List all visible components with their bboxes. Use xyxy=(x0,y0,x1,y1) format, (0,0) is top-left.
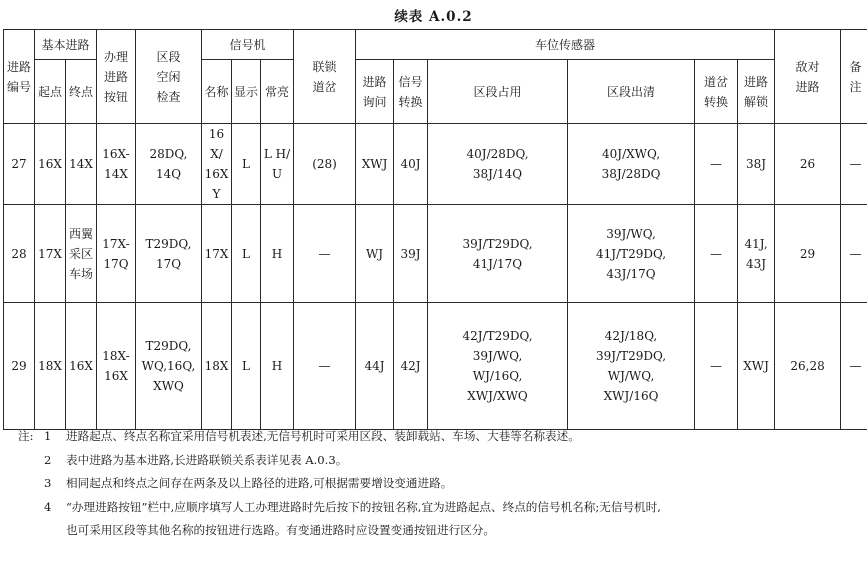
note-item xyxy=(18,472,863,496)
cell-sig-steady: L H/U xyxy=(261,124,294,205)
cell-switch-conv: — xyxy=(695,303,738,430)
cell-sig-steady: H xyxy=(261,205,294,303)
header-sig-name: 名称 xyxy=(202,60,232,124)
cell-inquiry: XWJ xyxy=(356,124,394,205)
cell-switch: — xyxy=(294,205,356,303)
cell-section: 28DQ, 14Q xyxy=(136,124,202,205)
header-section-occupy: 区段占用 xyxy=(428,60,568,124)
header-remark: 备 注 xyxy=(841,30,867,124)
header-switch-convert: 道岔 转换 xyxy=(695,60,738,124)
header-conflict-route: 敌对 进路 xyxy=(775,30,841,124)
header-section-check: 区段 空闲 检查 xyxy=(136,30,202,124)
note-number: 4 xyxy=(44,499,52,514)
cell-switch-conv: — xyxy=(695,205,738,303)
note-text: 进路起点、终点名称宜采用信号机表述,无信号机时可采用区段、装卸载站、车场、大巷等名称表述。 xyxy=(66,429,580,443)
cell-conflict: 26 xyxy=(775,124,841,205)
header-start: 起点 xyxy=(35,60,66,124)
cell-button: 16X- 14X xyxy=(97,124,136,205)
cell-release: XWJ xyxy=(738,303,775,430)
cell-sig-display: L xyxy=(232,205,261,303)
cell-end: 16X xyxy=(66,303,97,430)
cell-signal-conv: 39J xyxy=(394,205,428,303)
cell-switch: (28) xyxy=(294,124,356,205)
cell-clear: 40J/XWQ, 38J/28DQ xyxy=(568,124,695,205)
note-continuation: 也可采用区段等其他名称的按钮进行选路。有变通进路时应设置变通按钮进行区分。 xyxy=(66,523,495,537)
header-button: 办理 进路 按钮 xyxy=(97,30,136,124)
cell-release: 41J, 43J xyxy=(738,205,775,303)
cell-signal-conv: 40J xyxy=(394,124,428,205)
cell-conflict: 26,28 xyxy=(775,303,841,430)
header-sensor: 车位传感器 xyxy=(356,30,775,60)
cell-section: T29DQ, 17Q xyxy=(136,205,202,303)
cell-clear: 39J/WQ, 41J/T29DQ, 43J/17Q xyxy=(568,205,695,303)
cell-start: 18X xyxy=(35,303,66,430)
cell-no: 27 xyxy=(4,124,35,205)
cell-section: T29DQ, WQ,16Q, XWQ xyxy=(136,303,202,430)
header-route-no: 进路 编号 xyxy=(4,30,35,124)
cell-sig-display: L xyxy=(232,124,261,205)
header-sig-display: 显示 xyxy=(232,60,261,124)
interlock-table xyxy=(3,29,867,430)
notes-section xyxy=(18,425,863,543)
note-number: 1 xyxy=(44,429,52,443)
header-signal-switch: 信号 转换 xyxy=(394,60,428,124)
note-item xyxy=(18,496,863,520)
cell-start: 17X xyxy=(35,205,66,303)
cell-switch-conv: — xyxy=(695,124,738,205)
note-text: 相同起点和终点之间存在两条及以上路径的进路,可根据需要增设变通进路。 xyxy=(66,476,453,490)
cell-remark: — xyxy=(841,303,867,430)
cell-sig-steady: H xyxy=(261,303,294,430)
notes-prefix: 注: xyxy=(18,429,34,443)
note-number: 3 xyxy=(44,476,52,490)
header-signal: 信号机 xyxy=(202,30,294,60)
cell-conflict: 29 xyxy=(775,205,841,303)
note-number: 2 xyxy=(44,452,52,467)
note-item xyxy=(18,425,863,449)
cell-occupy: 39J/T29DQ, 41J/17Q xyxy=(428,205,568,303)
cell-inquiry: 44J xyxy=(356,303,394,430)
header-route-inquiry: 进路 询问 xyxy=(356,60,394,124)
cell-no: 29 xyxy=(4,303,35,430)
header-route-release: 进路 解锁 xyxy=(738,60,775,124)
header-basic-route: 基本进路 xyxy=(35,30,97,60)
header-interlock-switch: 联锁 道岔 xyxy=(294,30,356,124)
cell-sig-name: 16X/ 16XY xyxy=(202,124,232,205)
note-text: 表中进路为基本进路,长进路联锁关系表详见表 A.0.3。 xyxy=(66,452,348,467)
table-row xyxy=(4,205,867,303)
cell-no: 28 xyxy=(4,205,35,303)
cell-occupy: 42J/T29DQ, 39J/WQ, WJ/16Q, XWJ/XWQ xyxy=(428,303,568,430)
cell-occupy: 40J/28DQ, 38J/14Q xyxy=(428,124,568,205)
cell-button: 18X- 16X xyxy=(97,303,136,430)
table-row xyxy=(4,303,867,430)
table-title: 续表 A.0.2 xyxy=(394,9,473,25)
note-item xyxy=(18,449,863,473)
cell-sig-name: 18X xyxy=(202,303,232,430)
table-row xyxy=(4,124,867,205)
cell-start: 16X xyxy=(35,124,66,205)
cell-inquiry: WJ xyxy=(356,205,394,303)
header-end: 终点 xyxy=(66,60,97,124)
cell-button: 17X- 17Q xyxy=(97,205,136,303)
cell-switch: — xyxy=(294,303,356,430)
cell-release: 38J xyxy=(738,124,775,205)
cell-clear: 42J/18Q, 39J/T29DQ, WJ/WQ, XWJ/16Q xyxy=(568,303,695,430)
cell-signal-conv: 42J xyxy=(394,303,428,430)
note-text: “办理进路按钮”栏中,应顺序填写人工办理进路时先后按下的按钮名称,宜为进路起点、终点的信号机名称;无信号机时, xyxy=(66,499,661,514)
cell-sig-name: 17X xyxy=(202,205,232,303)
cell-sig-display: L xyxy=(232,303,261,430)
header-section-clear: 区段出清 xyxy=(568,60,695,124)
header-sig-steady: 常亮 xyxy=(261,60,294,124)
cell-end: 14X xyxy=(66,124,97,205)
cell-remark: — xyxy=(841,124,867,205)
cell-remark: — xyxy=(841,205,867,303)
cell-end: 西翼 采区 车场 xyxy=(66,205,97,303)
